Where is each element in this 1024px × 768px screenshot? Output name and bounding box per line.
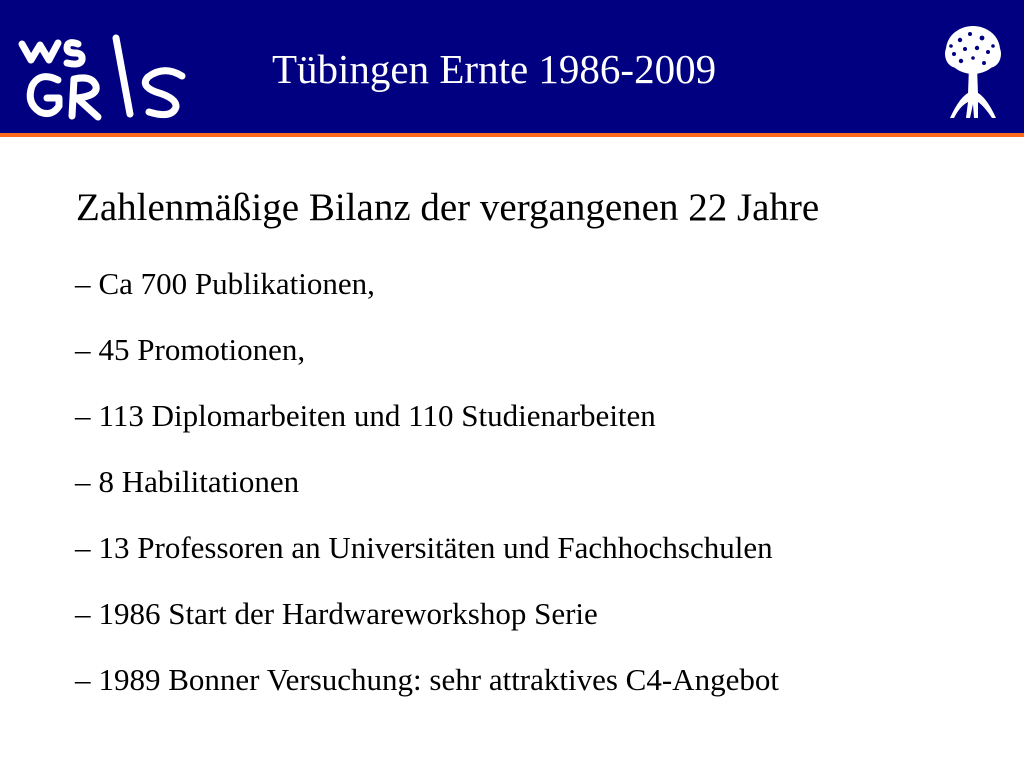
list-item-text: Ca 700 Publikationen, (98, 266, 375, 301)
list-item (75, 526, 779, 592)
list-item-text: 113 Diplomarbeiten und 110 Studienarbeiten (98, 398, 656, 433)
header-bar (0, 0, 1024, 133)
bullet-dash: – (75, 596, 91, 631)
list-item-text: 13 Professoren an Universitäten und Fachhochschulen (98, 530, 773, 565)
list-item (75, 262, 779, 328)
list-item (75, 460, 779, 526)
slide-title: Tübingen Ernte 1986-2009 (272, 46, 717, 92)
bullet-dash: – (75, 530, 91, 565)
list-item (75, 658, 779, 724)
header-divider (0, 133, 1024, 137)
wsgris-logo (14, 30, 194, 125)
bullet-dash: – (75, 464, 91, 499)
list-item-text: 1986 Start der Hardwareworkshop Serie (98, 596, 598, 631)
list-item (75, 328, 779, 394)
tree-logo (940, 22, 1006, 122)
content-heading: Zahlenmäßige Bilanz der vergangenen 22 Jahre (76, 186, 820, 229)
list-item-text: 1989 Bonner Versuchung: sehr attraktives C4-Angebot (98, 662, 779, 697)
list-item (75, 592, 779, 658)
list-item (75, 394, 779, 460)
bullet-list (75, 262, 779, 724)
bullet-dash: – (75, 662, 91, 697)
bullet-dash: – (75, 398, 91, 433)
list-item-text: 45 Promotionen, (98, 332, 306, 367)
list-item-text: 8 Habilitationen (98, 464, 300, 499)
bullet-dash: – (75, 266, 91, 301)
bullet-dash: – (75, 332, 91, 367)
